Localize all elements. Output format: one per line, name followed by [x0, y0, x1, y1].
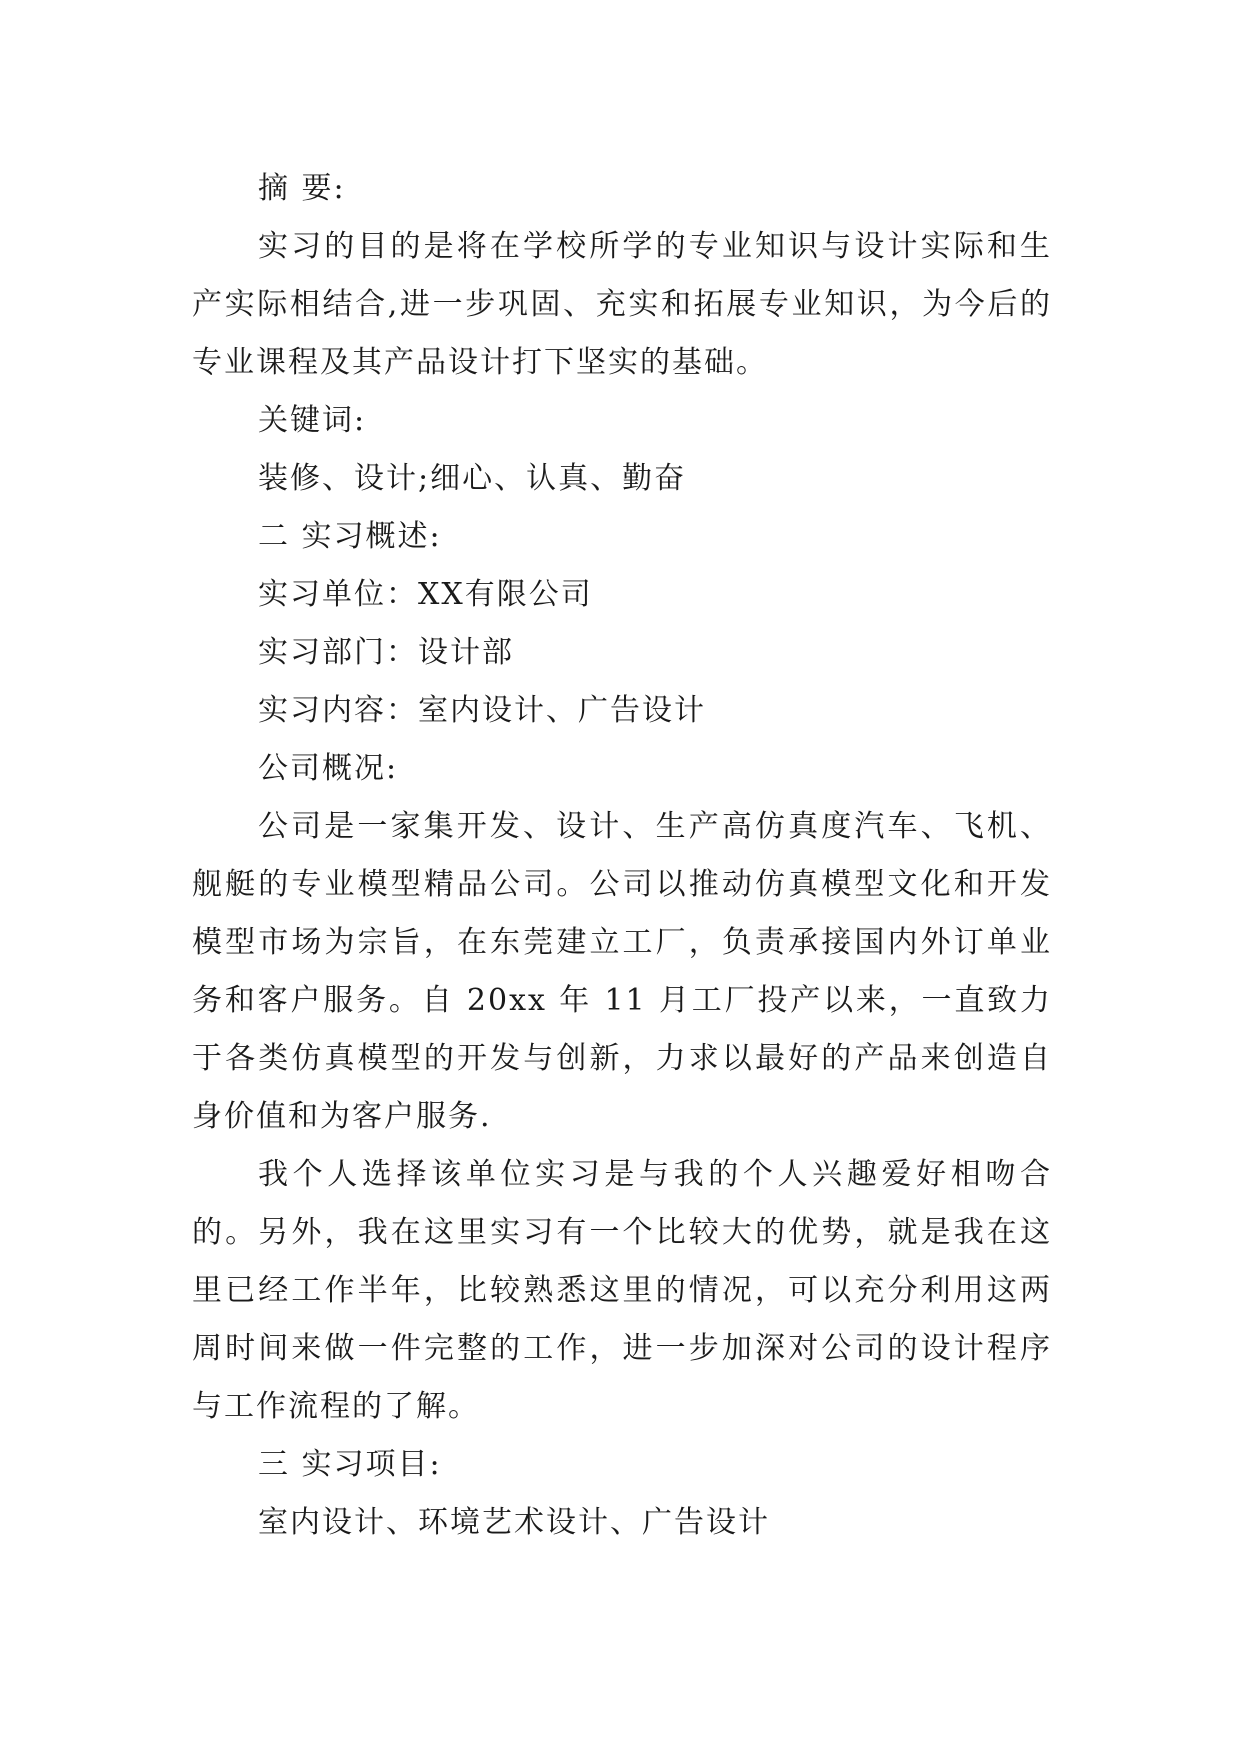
project-paragraph: 室内设计、环境艺术设计、广告设计: [258, 1505, 770, 1540]
project-heading: 三 实习项目:: [258, 1447, 442, 1482]
internship-department: 实习部门：设计部: [258, 635, 514, 670]
company-paragraph: 公司是一家集开发、设计、生产高仿真度汽车、飞机、舰艇的专业模型精品公司。公司以推动仿真模型文化和开发模型市场为宗旨，在东莞建立工厂，负责承接国内外订单业务和客户服务。自 20xx 年 11 月工厂投产以来，一直致力于各类仿真模型的开发与创新，力求以最好的产品来创造自身价值和为客户服务.: [192, 809, 1052, 1134]
personal-paragraph: 我个人选择该单位实习是与我的个人兴趣爱好相吻合的。另外，我在这里实习有一个比较大的优势，就是我在这里已经工作半年，比较熟悉这里的情况，可以充分利用这两周时间来做一件完整的工作，进一步加深对公司的设计程序与工作流程的了解。: [192, 1157, 1052, 1424]
abstract-paragraph: 实习的目的是将在学校所学的专业知识与设计实际和生产实际相结合,进一步巩固、充实和拓展专业知识，为今后的专业课程及其产品设计打下坚实的基础。: [192, 229, 1052, 380]
document-body: [192, 160, 1052, 1552]
keywords-paragraph: 装修、设计;细心、认真、勤奋: [258, 461, 687, 496]
keywords-heading: 关键词:: [258, 403, 367, 438]
company-heading: 公司概况:: [258, 751, 399, 786]
internship-content: 实习内容：室内设计、广告设计: [258, 693, 706, 728]
internship-unit: 实习单位：XX有限公司: [258, 577, 593, 612]
overview-heading: 二 实习概述:: [258, 519, 442, 554]
abstract-heading: 摘 要:: [258, 171, 346, 206]
